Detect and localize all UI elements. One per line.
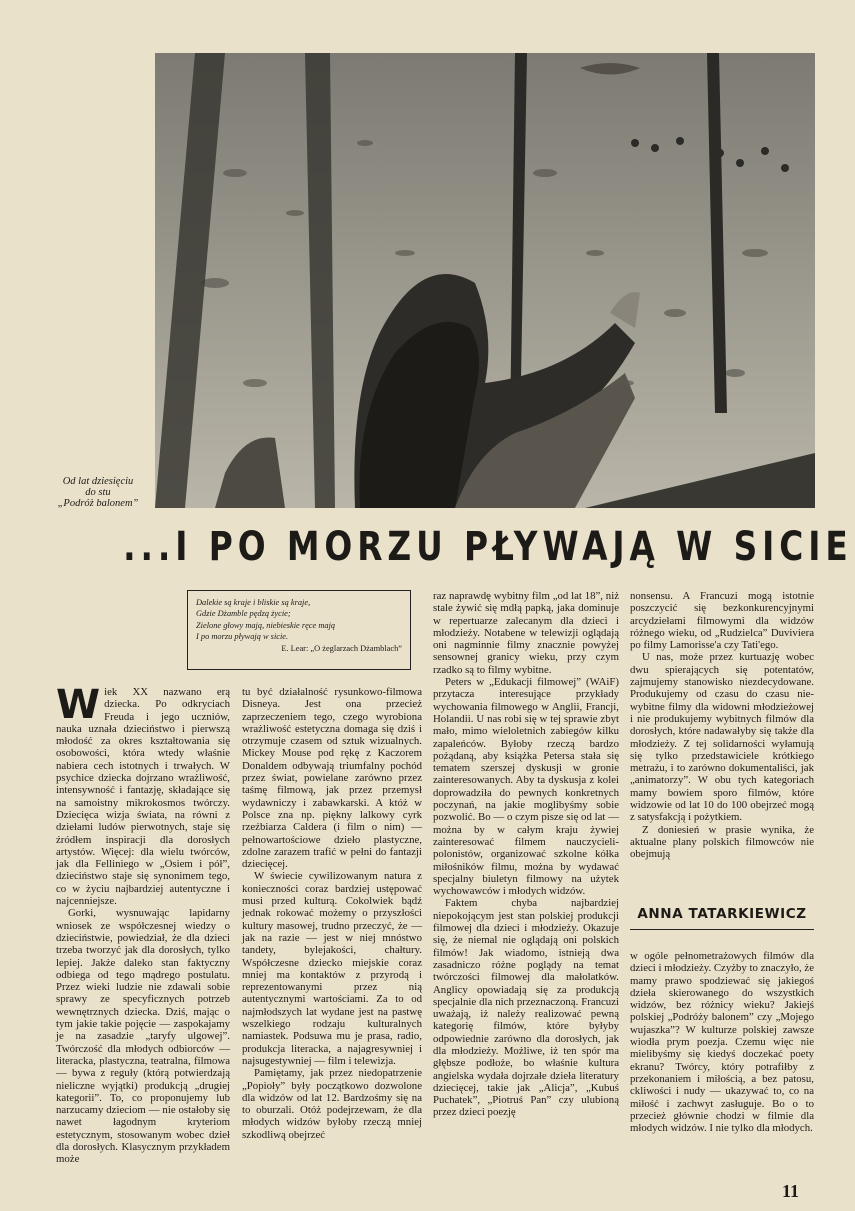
paragraph: Faktem chyba najbardziej niepokojącym jest stan polskiej produkcji filmowej dla dzieci i młodzieży. Okazuje się, że niemal nie oglądają oni polskich filmów! Jak wiadomo, istnieją dwa zasadniczo różne poglądy na temat twórczości filmowej dla małolatków. Anglicy opowiadają się za produkcją specjalnie dla nich przeznaczoną. Francuzi uważają, iż należy realizować pewną kategorię filmów, które byłyby odpowiednie zarówno dla dorosłych, jak dla młodzieży. Możliwe, iż ten spór ma głębsze podłoże, bo właśnie kultura angielska wydała dojrzałe dzieła literatury dziecięcej, takie jak „Alicja”, „Kubuś Puchatek”, „Piotruś Pan” czy ulubioną przez dzieci poezję (433, 897, 619, 1119)
page-number: 11 (782, 1181, 800, 1201)
caption-line: do stu (85, 487, 111, 498)
article-column-4-bottom (630, 950, 814, 1195)
caption-line: „Podróż balonem” (57, 498, 139, 509)
article-column-2 (242, 686, 422, 1191)
paragraph: Pamiętamy, jak przez niedopatrzenie „Popioły” były początkowo dozwolone dla widzów od lat 12. Bardzośmy się na to oburzali. Otóż podejrzewam, że dla młodych widzów byłoby rzeczą mniej szkodliwą obejrzeć (242, 1067, 422, 1141)
paragraph: raz naprawdę wybitny film „od lat 18”, niż stale żywić się mdłą papką, jaka dominuje w repertuarze zalecanym dla dzieci i młodzieży. Notabene w telewizji oglądają oni nagminnie filmy znacznie powyżej sensownej granicy wieku, przy czym rzadko są to filmy wybitne. (433, 590, 619, 676)
photo-caption (46, 476, 150, 509)
article-column-3 (433, 590, 619, 1190)
author-divider (630, 929, 814, 930)
epigraph-line: I po morzu pływają w sicie. (196, 632, 289, 642)
article-column-1 (56, 682, 230, 1191)
paragraph: nonsensu. A Francuzi mogą istotnie poszczycić się bezkonkurencyjnymi arcydziełami filmowymi dla widzów różnego wieku, od „Rudzielca” Duviviera po filmy Lamorisse'a czy Tati'ego. (630, 590, 814, 652)
epigraph-line: Dalekie są kraje i bliskie są kraje, (196, 598, 311, 607)
epigraph-source: E. Lear: „O żeglarzach Dżamblach” (281, 643, 402, 653)
paragraph: U nas, może przez kurtuazję wobec dwu spierających się potentatów, zajmujemy stanowisko niezdecydowane. Produkujemy od czasu do czasu nie-wybitne filmy dla widowni młodzieżowej i nie produkujemy wybitnych filmów dla dorosłych, które nadawałyby się także dla młodzieży. Z tej solidarności wyłamują się tylko przedstawiciele krótkiego metrażu, i to zarówno dokumentaliści, jak „animatorzy”. W obu tych kategoriach mamy bowiem sporo filmów, które widzowie od lat 10 do 100 obejrzeć mogą z satysfakcją i pożytkiem. (630, 651, 814, 824)
paragraph: iek XX nazwano erą dziecka. Po odkryciach Freuda i jego uczniów, nauka uznała dzieciństwo i pierwszą młodość za okres kształtowania się osobowości, która wtedy właśnie nabiera cech istotnych i trwałych. W psychice dziecka dojrzano wrażliwość, intensywność i fantazję, składające się na samoistny mikrokosmos twórczy. Dziecięca wizja świata, na równi z dziełami ludów pierwotnych, staje się źródłem inspiracji dla dorosłych artystów. Więcej: dla wielu twórców, jak dla Felliniego w „Osiem i pół”, dzieciństwo staje się synonimem tego, co w życiu najbardziej autentyczne i najcenniejsze. (56, 686, 230, 908)
paragraph: w ogóle pełnometrażowych filmów dla dzieci i młodzieży. Czyżby to znaczyło, że mamy prawo spodziewać się jakiegoś dzieła skierowanego do wszystkich widzów, bez różnicy wieku? Jakiejś polskiej „Podróży balonem” czy „Mojego wujaszka”? W kulturze polskiej zawsze wiodła prym poezja. Czemu więc nie mielibyśmy się kiedyś doczekać poety ekranu? Twórcy, który potrafiłby z przekonaniem i miłością, a bez patosu, ckliwości i nudy — ukazywać to, co na miłość i zachwyt zasługuje. Bo o to przecież głównie chodzi w filmie dla młodych widzów. I nie tylko dla młodych. (630, 950, 814, 1135)
drop-cap: W (56, 682, 101, 728)
author-name: ANNA TATARKIEWICZ (637, 906, 807, 922)
paragraph: Peters w „Edukacji filmowej” (WAiF) przytacza interesujące przykłady wychowania filmowego w Anglii, Francji, Holandii. U nas robi się w tej sprawie zbyt mało, mimo wieloletnich zabiegów kilku zapaleńców. Byłoby rzeczą bardzo pożądaną, aby książka Petersa stała się tematem szerszej dyskusji w gronie zainteresowanych. Aby ta dyskusja z kolei doprowadziła do pewnych konkretnych poczynań, na jakie moglibyśmy sobie pozwolić. Bo — o czym pisze się od lat — można by w całym kraju żywiej zainteresować filmem nauczycieli-polonistów, organizować szkolne kółka miłośników filmu, można by wydawać specjalny biuletyn filmowy na użytek wychowawców i młodych widzów. (433, 676, 619, 898)
epigraph-box (187, 590, 411, 670)
epigraph-line: Zielone głowy mają, niebieskie ręce mają (196, 620, 336, 630)
article-headline: ...I PO MORZU PŁYWAJĄ W SICIE (123, 524, 853, 570)
balloon-photo (155, 53, 815, 508)
paragraph: tu być działalność rysunkowo-filmowa Disneya. Jest ona przecież zaprzeczeniem tego, czego wyrobiona wrażliwość estetyczna domaga się dziś i otrzymuje czasem od sztuk wizualnych. Mickey Mouse pod rękę z Kaczorem Donaldem odbywają triumfalny pochód przez świat, powielane zarówno przez taśmę filmową, jak przez przemysł wydawniczy i zabawkarski. A któż w Polsce zna np. piękny lalkowy cyrk rzeźbiarza Caldera (i film o nim) — pełnowartościowe dzieło plastyczne, zdolne zarazem trafić w pełni do fantazji dziecięcej. (242, 686, 422, 871)
caption-line: Od lat dziesięciu (62, 476, 134, 487)
article-column-4-top (630, 590, 814, 890)
paragraph: W świecie cywilizowanym natura z konieczności coraz bardziej ustępować musi przed kulturą. Cokolwiek bądź jednak rokować możemy o przyszłości kultury masowej, trudno przeczyć, że — jak na razie — jest w niej mnóstwo tandety, bylejakości, chałtury. Współczesne dziecko miejskie coraz mniej ma kontaktów z przyrodą i reprezentowanymi przez nią autentycznymi wartościami. Za to od najmłodszych lat wydane jest na pastwę wszelkiego rodzaju kulturalnych namiastek. Podsuwa mu je prasa, radio, produkcja literacka, a najagresywniej i najsugestywniej — film i telewizja. (242, 870, 422, 1067)
paragraph: Z doniesień w prasie wynika, że aktualne plany polskich filmowców nie obejmują (630, 823, 814, 861)
paragraph: Gorki, wysnuwając lapidarny wniosek ze współczesnej wiedzy o dzieciństwie, powiedział, że dla dzieci trzeba tworzyć jak dla dorosłych, tylko lepiej. Jakże daleko stan faktyczny odbiega od tego mądrego postulatu. Przez wieki ludzie nie zdawali sobie sprawy ze specyficznych potrzeb wewnętrznych dziecka. Dziś, mając o tym jakie takie pojęcie — zaspokajamy je na zasadzie „taryfy ulgowej”. Twórczość dla młodych odbiorców — literacka, plastyczna, teatralna, filmowa — bywa z reguły (którą potwierdzają nieliczne wyjątki) produkcją „drugiej kategorii”. To, co proponujemy lub narzucamy dzieciom — nie ostałoby się nawet łagodnym kryteriom estetycznym, stosowanym wobec dzieł dla dorosłych. Klasycznym przykładem może (56, 907, 230, 1166)
epigraph-line: Gdzie Dżamble pędzą życie; (196, 609, 291, 619)
